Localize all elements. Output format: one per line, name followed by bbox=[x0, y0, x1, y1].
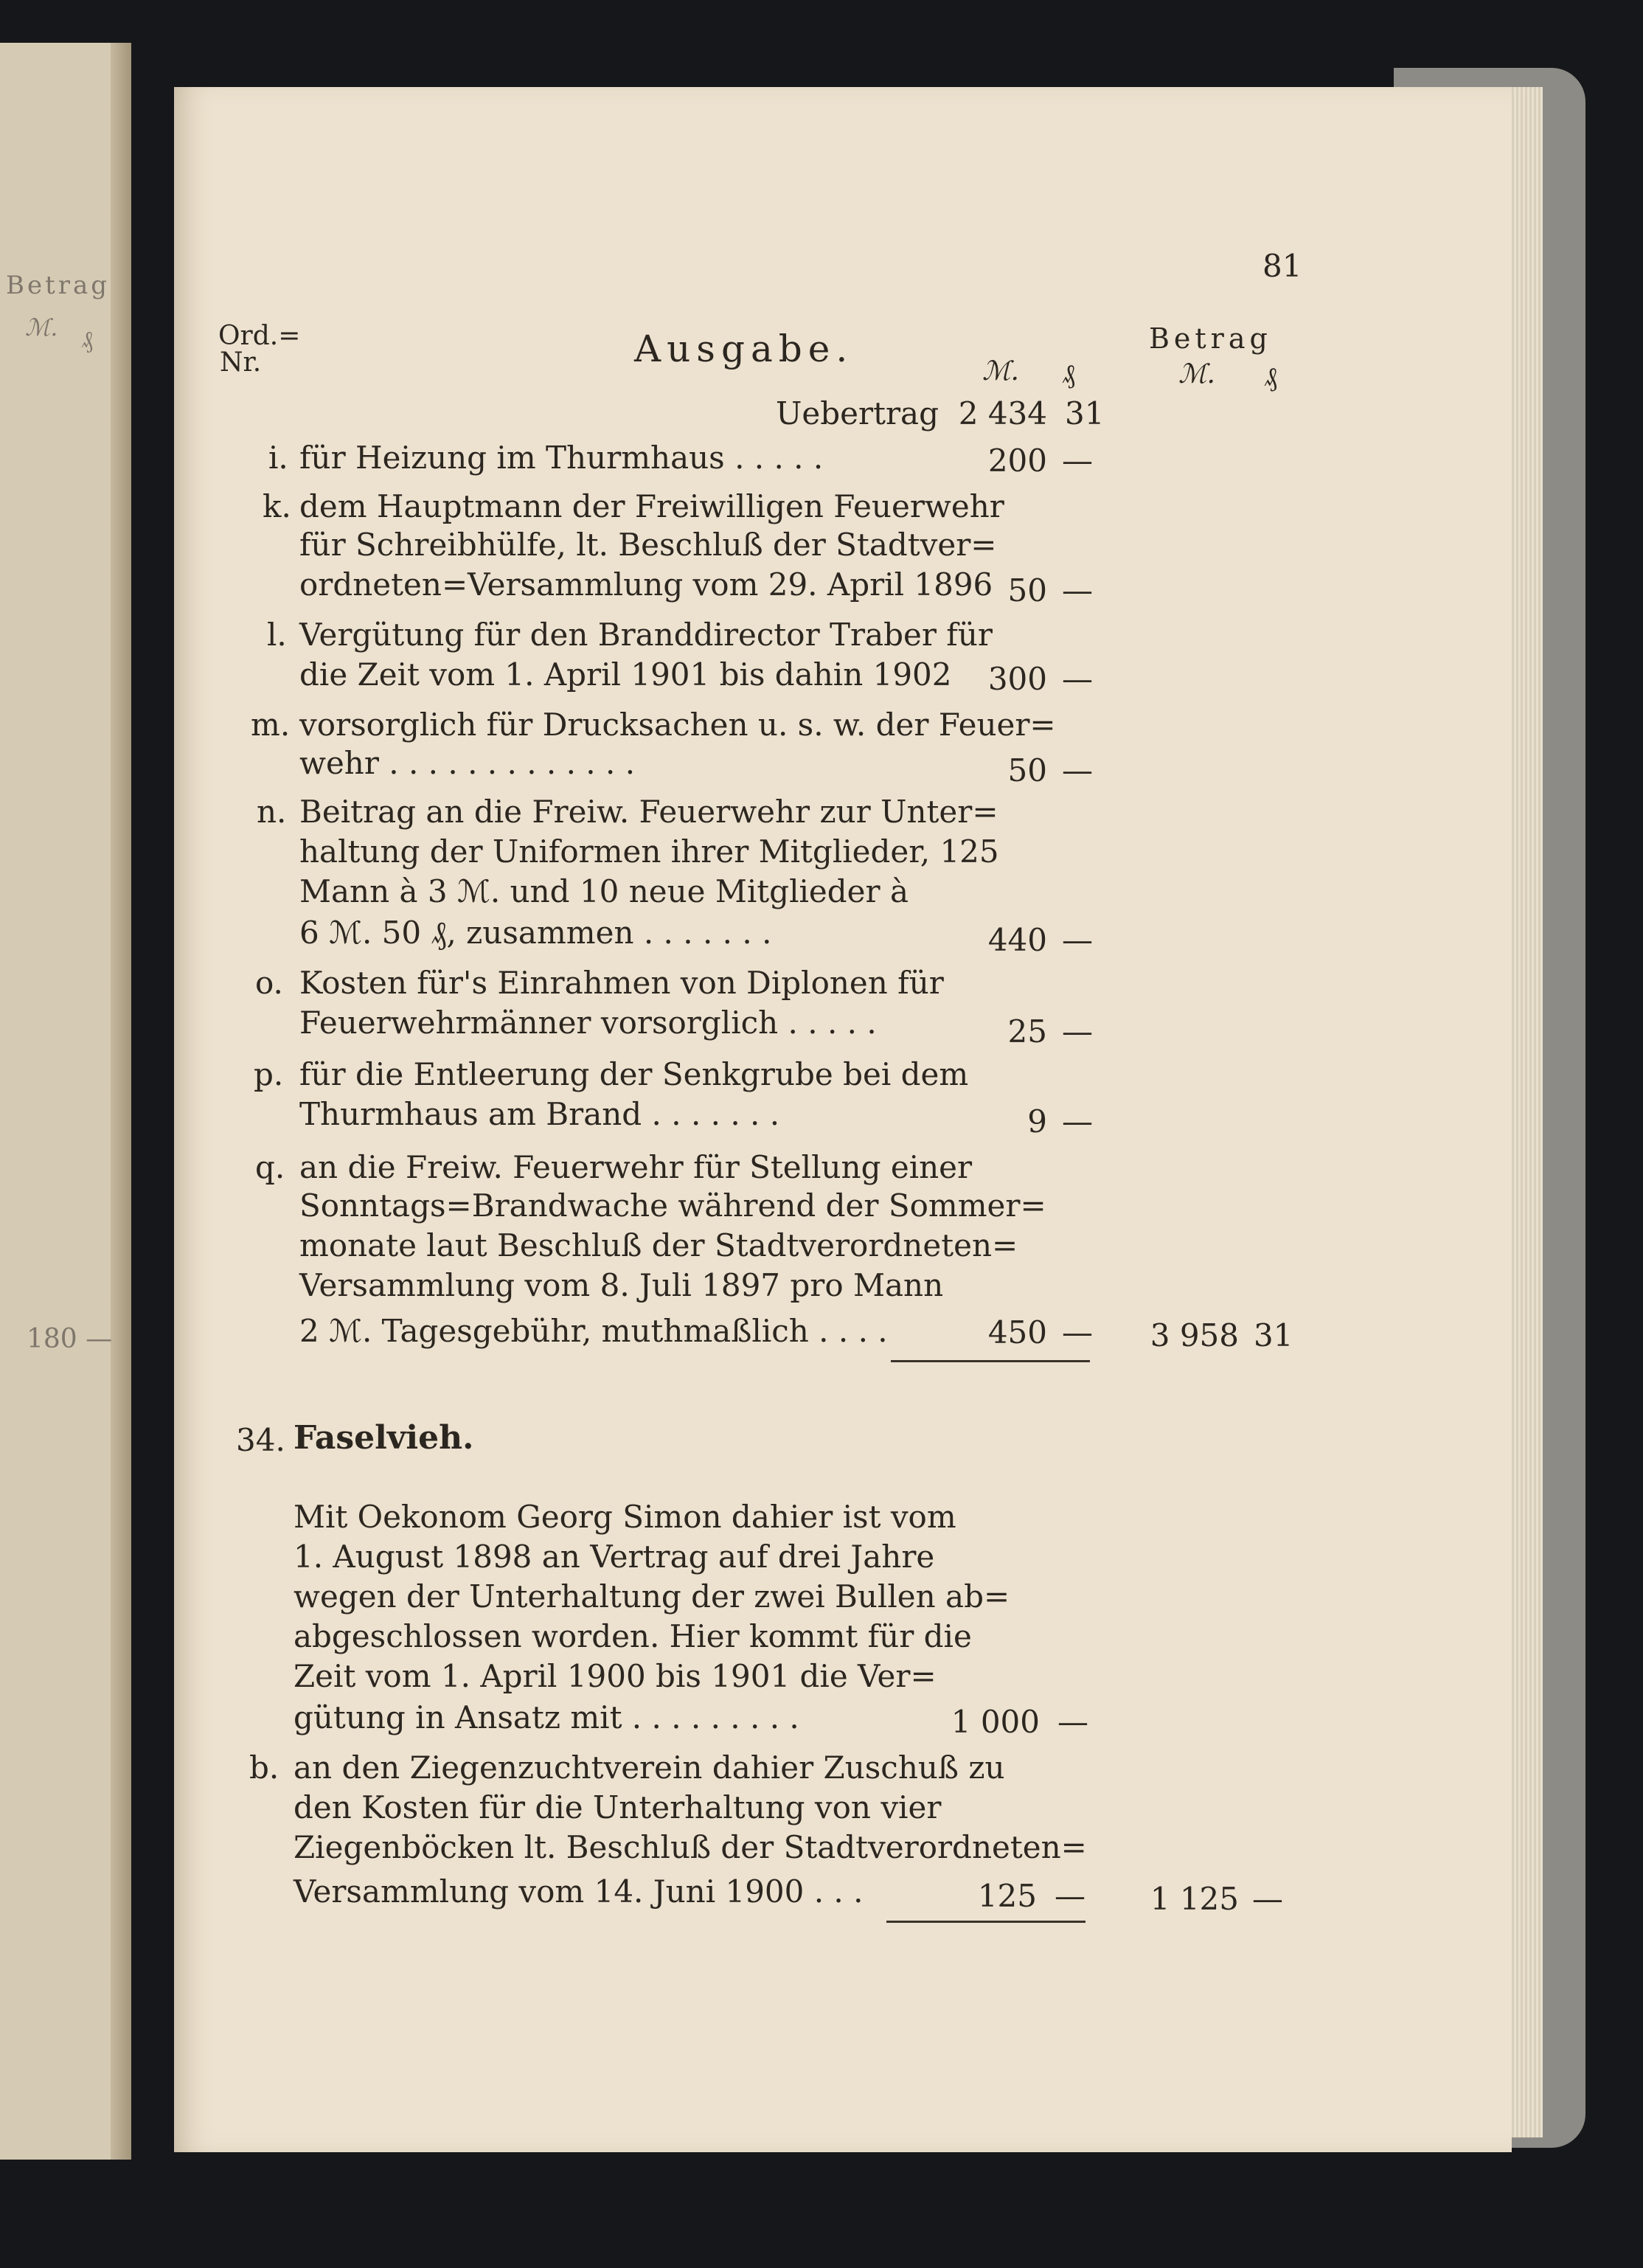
item-pf: — bbox=[1062, 1314, 1093, 1350]
left-page-betrag-header: Betrag bbox=[6, 271, 111, 300]
left-page-mark-header: ℳ. bbox=[25, 313, 58, 341]
item-text-line: für die Entleerung der Senkgrube bei dem bbox=[299, 1056, 969, 1092]
betrag-mark-header: ℳ. bbox=[1178, 359, 1215, 389]
item-mark: 50 bbox=[1007, 572, 1047, 608]
item-text-line: abgeschlossen worden. Hier kommt für die bbox=[293, 1618, 972, 1654]
item-text-line: Versammlung vom 14. Juni 1900 . . . bbox=[293, 1873, 864, 1910]
section-heading: Faselvieh. bbox=[293, 1419, 474, 1457]
item-text-line: Ziegenböcken lt. Beschluß der Stadtverordneten= bbox=[293, 1829, 1087, 1865]
section-total-mark: 1 125 bbox=[1150, 1881, 1239, 1917]
item-text-line: für Schreibhülfe, lt. Beschluß der Stadtver= bbox=[299, 527, 997, 563]
item-pf: — bbox=[1062, 661, 1093, 697]
item-text-line: Mit Oekonom Georg Simon dahier ist vom bbox=[293, 1499, 956, 1535]
item-pf: — bbox=[1062, 752, 1093, 788]
section-total-pf: 31 bbox=[1254, 1317, 1293, 1353]
left-page-pf-header: ₰ bbox=[81, 325, 93, 353]
item-mark: 440 bbox=[987, 922, 1047, 958]
sum-rule bbox=[886, 1921, 1086, 1923]
item-text-line: Zeit vom 1. April 1900 bis 1901 die Ver= bbox=[293, 1658, 937, 1694]
item-mark: 25 bbox=[1007, 1013, 1047, 1050]
item-mark: 300 bbox=[987, 661, 1047, 697]
page-number: 81 bbox=[1262, 248, 1302, 284]
item-pf: — bbox=[1062, 572, 1093, 608]
section-total-pf: — bbox=[1252, 1881, 1283, 1917]
item-letter: i. bbox=[268, 440, 288, 476]
column-pf-header: ₰ bbox=[1062, 359, 1075, 389]
item-mark: 50 bbox=[1007, 752, 1047, 788]
item-mark: 125 bbox=[977, 1878, 1037, 1914]
item-mark: 1 000 bbox=[951, 1704, 1040, 1740]
item-text-line: an den Ziegenzuchtverein dahier Zuschuß zu bbox=[293, 1749, 1005, 1786]
betrag-header: Betrag bbox=[1149, 322, 1272, 355]
item-text-line: ordneten=Versammlung vom 29. April 1896 bbox=[299, 566, 993, 603]
item-letter: l. bbox=[267, 617, 287, 653]
item-text-line: vorsorglich für Drucksachen u. s. w. der Feuer= bbox=[299, 707, 1056, 743]
item-letter: n. bbox=[257, 794, 287, 830]
item-text-line: wehr . . . . . . . . . . . . . bbox=[299, 745, 636, 781]
ord-nr-header-line2: Nr. bbox=[220, 347, 262, 378]
sum-rule bbox=[891, 1360, 1090, 1362]
left-page-amount: 180 — bbox=[27, 1324, 113, 1354]
uebertrag-mark: 2 434 bbox=[958, 395, 1047, 431]
item-text-line: gütung in Ansatz mit . . . . . . . . . bbox=[293, 1699, 799, 1735]
item-text-line: für Heizung im Thurmhaus . . . . . bbox=[299, 440, 824, 476]
item-text-line: haltung der Uniformen ihrer Mitglieder, 125 bbox=[299, 833, 999, 870]
item-letter: p. bbox=[254, 1056, 284, 1092]
item-pf: — bbox=[1057, 1704, 1088, 1740]
item-text-line: den Kosten für die Unterhaltung von vier bbox=[293, 1789, 942, 1825]
betrag-pf-header: ₰ bbox=[1264, 362, 1277, 392]
uebertrag-pf: 31 bbox=[1065, 395, 1105, 431]
item-pf: — bbox=[1062, 922, 1093, 958]
section-title: Ausgabe. bbox=[634, 327, 854, 370]
item-text-line: Kosten für's Einrahmen von Diplonen für bbox=[299, 965, 944, 1001]
item-text-line: die Zeit vom 1. April 1901 bis dahin 1902 bbox=[299, 656, 952, 693]
item-text-line: wegen der Unterhaltung der zwei Bullen ab= bbox=[293, 1578, 1010, 1615]
item-text-line: Beitrag an die Freiw. Feuerwehr zur Unter= bbox=[299, 794, 998, 830]
item-text-line: 6 ℳ. 50 ₰, zusammen . . . . . . . bbox=[299, 915, 772, 951]
section-number: 34. bbox=[236, 1422, 285, 1458]
item-letter: q. bbox=[255, 1149, 285, 1185]
item-text-line: 1. August 1898 an Vertrag auf drei Jahre bbox=[293, 1539, 935, 1575]
uebertrag-label: Uebertrag bbox=[776, 395, 939, 431]
item-text-line: monate laut Beschluß der Stadtverordneten= bbox=[299, 1227, 1018, 1263]
item-mark: 9 bbox=[1027, 1103, 1047, 1140]
column-mark-header: ℳ. bbox=[982, 356, 1019, 386]
item-text-line: Versammlung vom 8. Juli 1897 pro Mann bbox=[299, 1267, 944, 1303]
item-text-line: 2 ℳ. Tagesgebühr, muthmaßlich . . . . bbox=[299, 1313, 888, 1349]
item-pf: — bbox=[1062, 1013, 1093, 1050]
item-pf: — bbox=[1062, 443, 1093, 479]
item-text-line: Feuerwehrmänner vorsorglich . . . . . bbox=[299, 1005, 877, 1041]
item-mark: 200 bbox=[987, 443, 1047, 479]
section-total-mark: 3 958 bbox=[1150, 1317, 1239, 1353]
item-letter: m. bbox=[251, 707, 291, 743]
item-text-line: Mann à 3 ℳ. und 10 neue Mitglieder à bbox=[299, 873, 909, 909]
item-letter: o. bbox=[255, 965, 283, 1001]
item-text-line: dem Hauptmann der Freiwilligen Feuerwehr bbox=[299, 488, 1004, 524]
item-text-line: Sonntags=Brandwache während der Sommer= bbox=[299, 1187, 1046, 1224]
item-text-line: Vergütung für den Branddirector Traber für bbox=[299, 617, 993, 653]
item-pf: — bbox=[1062, 1103, 1093, 1140]
item-letter: k. bbox=[263, 488, 291, 524]
left-page-gutter bbox=[111, 43, 131, 2160]
ord-nr-header-line1: Ord.= bbox=[218, 321, 301, 351]
item-text-line: Thurmhaus am Brand . . . . . . . bbox=[299, 1096, 780, 1132]
item-letter: b. bbox=[249, 1749, 279, 1786]
item-pf: — bbox=[1055, 1878, 1086, 1914]
item-mark: 450 bbox=[987, 1314, 1047, 1350]
item-text-line: an die Freiw. Feuerwehr für Stellung einer bbox=[299, 1149, 973, 1185]
